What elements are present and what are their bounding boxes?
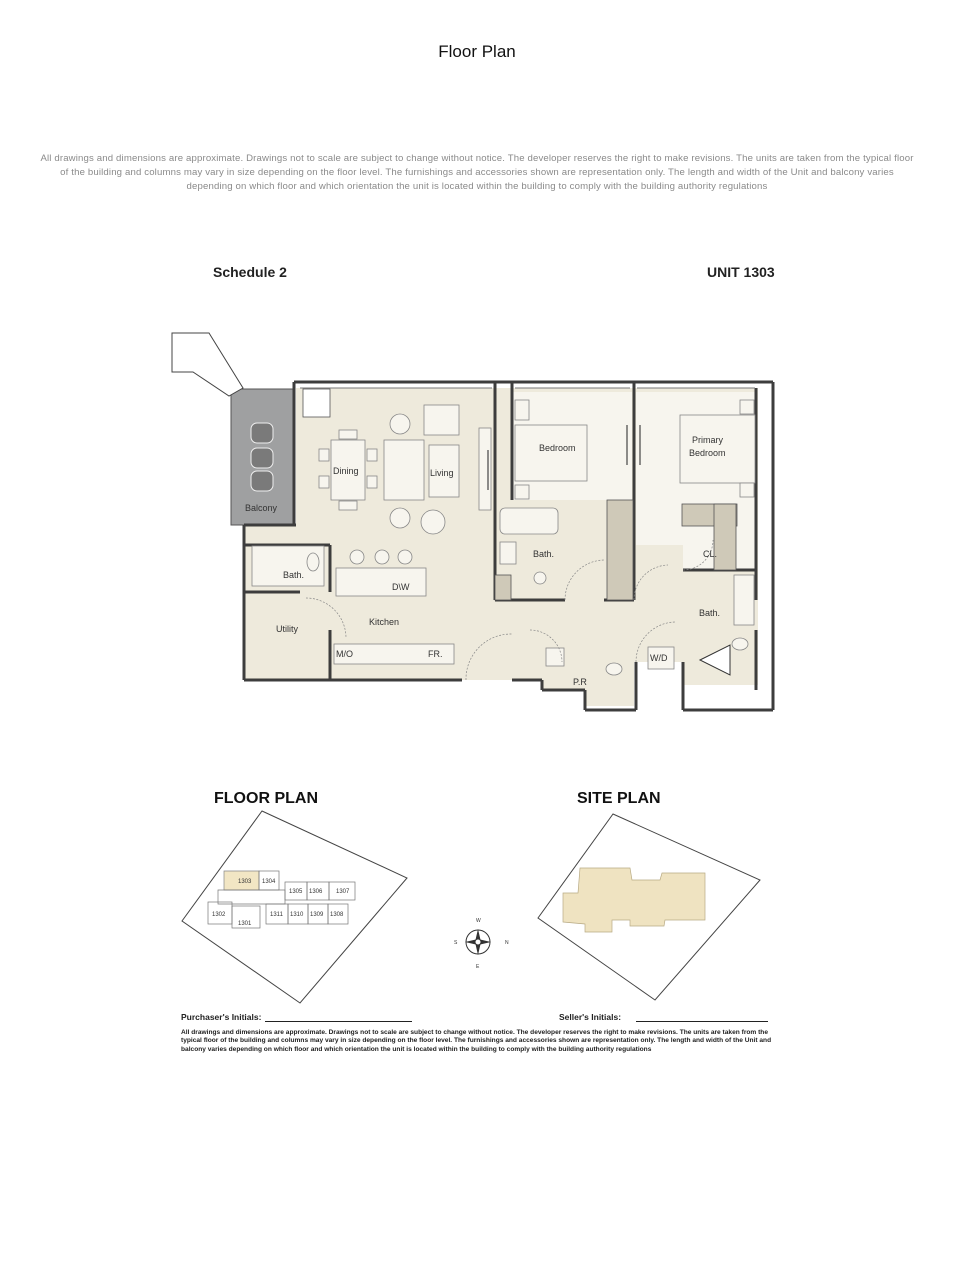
unit-tag-1303: 1303 [238,879,252,885]
label-balcony: Balcony [245,503,278,513]
bottom-disclaimer: All drawings and dimensions are approximate. Drawings not to scale are subject to change without notice. The developer reserves the right to make revisions. The units are taken from the typical floor of the building and columns may vary in size depending on the floor level. The furnishings and accessories shown are representation only. The length and width of the Unit and balcony varies depending on which floor and which orientation the unit is located within the building to comply with the building authority regulations [181,1029,772,1053]
label-fr: FR. [428,649,443,659]
label-primary-2: Bedroom [689,448,726,458]
unit-tag-1301: 1301 [238,921,252,927]
purchaser-initials-line[interactable] [265,1021,412,1022]
top-disclaimer: All drawings and dimensions are approximate. Drawings not to scale are subject to change without notice. The developer reserves the right to make revisions. The units are taken from the typical floor of the building and columns may vary in size depending on the floor level. The furnishings and accessories shown are representation only. The length and width of the Unit and balcony varies depending on which floor and which orientation the unit is located within the building to comply with the building authority regulations [40,153,914,192]
site-key-plan [538,814,760,1000]
compass-s: S [454,940,458,946]
compass-e: E [476,964,480,970]
label-closet: CL. [703,549,718,559]
unit-number: UNIT 1303 [707,264,775,280]
label-mo: M/O [336,649,353,659]
seller-initials-line[interactable] [636,1021,768,1022]
floor-key-plan [182,811,407,1003]
unit-tag-1302: 1302 [212,912,226,918]
orientation-wedge [172,333,243,396]
balcony-chairs [251,423,273,491]
label-wd: W/D [650,653,668,663]
compass-w: W [476,918,481,924]
unit-tag-1305: 1305 [289,889,303,895]
label-dining: Dining [333,466,359,476]
purchaser-initials-label: Purchaser's Initials: [181,1012,262,1022]
label-bath-mid: Bath. [533,549,555,559]
label-pr: P.R [573,677,587,687]
label-primary-1: Primary [692,435,723,445]
label-bedroom: Bedroom [539,443,576,453]
unit-tag-1311: 1311 [270,912,283,918]
floor-plan-title: FLOOR PLAN [214,790,318,807]
unit-tag-1310: 1310 [290,912,304,918]
schedule-label: Schedule 2 [213,264,287,280]
seller-initials-label: Seller's Initials: [559,1012,622,1022]
unit-tag-1304: 1304 [262,879,276,885]
unit-tag-1306: 1306 [309,889,323,895]
unit-tag-1308: 1308 [330,912,344,918]
page-title: Floor Plan [438,42,516,61]
site-plan-title: SITE PLAN [577,790,661,807]
unit-tag-1307: 1307 [336,889,350,895]
label-living: Living [430,468,454,478]
label-kitchen: Kitchen [369,617,400,627]
compass-icon [454,918,509,970]
label-dw: D\W [392,582,410,592]
compass-n: N [505,940,509,946]
label-utility: Utility [276,624,298,634]
label-bath-guest: Bath. [283,570,305,580]
unit-floor-plan [172,333,773,710]
label-bath-primary: Bath. [699,608,721,618]
unit-tag-1309: 1309 [310,912,324,918]
